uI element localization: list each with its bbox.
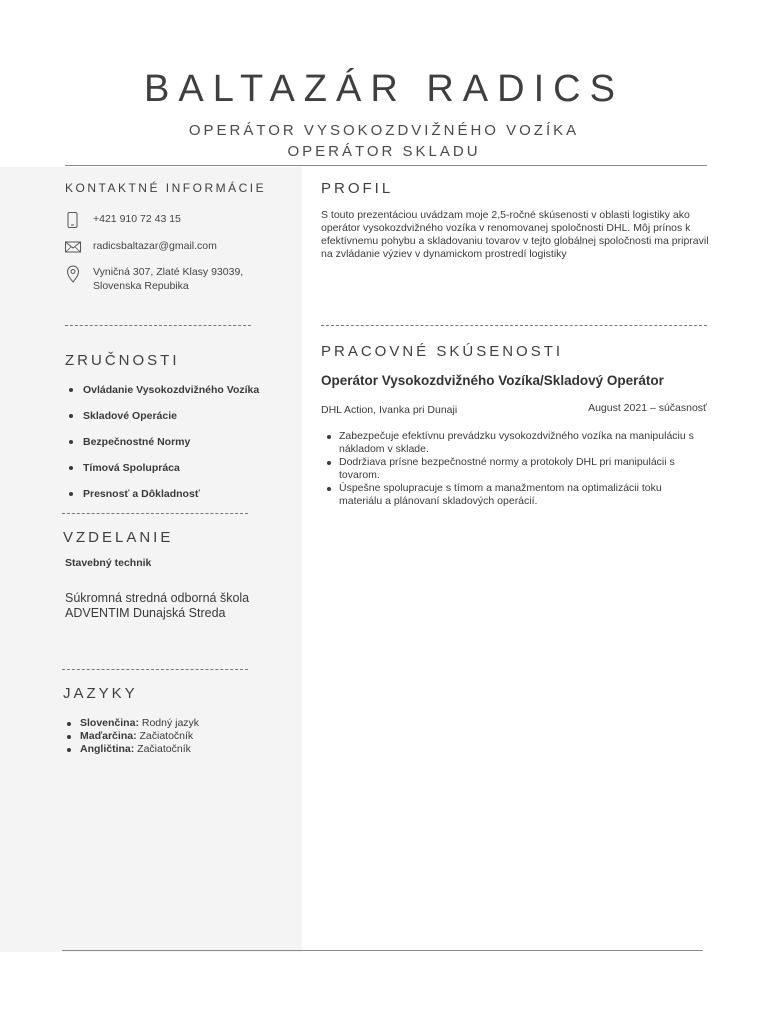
address-line-1: Vyničná 307, Zlaté Klasy 93039, [93, 266, 244, 278]
language-item [65, 743, 199, 756]
skills-section-title: ZRUČNOSTI [65, 352, 180, 369]
profile-divider [321, 325, 707, 326]
school-name-line-1: Súkromná stredná odborná škola [65, 591, 250, 605]
profile-section-title: PROFIL [321, 180, 394, 197]
phone-number[interactable]: +421 910 72 43 15 [93, 213, 181, 225]
education-divider [62, 669, 248, 670]
contact-divider [65, 325, 251, 326]
postal-address [93, 265, 243, 293]
language-level: Začiatočník [134, 743, 191, 755]
contact-phone-row [65, 212, 181, 228]
language-name: Maďarčina: [80, 730, 137, 742]
skill-item: Tímová Spolupráca [65, 462, 259, 488]
contact-section-title: KONTAKTNÉ INFORMÁCIE [65, 181, 267, 195]
skill-item: Skladové Operácie [65, 410, 259, 436]
contact-address-row [65, 265, 243, 293]
language-name: Slovenčina: [80, 717, 139, 729]
envelope-icon [65, 239, 81, 255]
header-divider [65, 165, 707, 166]
language-level: Začiatočník [136, 730, 194, 742]
contact-email-row [65, 239, 217, 255]
education-degree: Stavebný technik [65, 557, 152, 569]
footer-divider [62, 950, 703, 951]
profile-summary: S touto prezentáciou uvádzam moje 2,5-ročné skúsenosti v oblasti logistiky ako operátor vysokozdvižného vozíka v renomovanej spoločnosti DHL. Môj prínos k efektívnemu pohybu a skladovaniu tovarov v tejto globálnej spoločnosti ma pripravil na zvládanie výziev v dynamickom prostredí logistiky [321, 209, 709, 260]
job-dates: August 2021 – súčasnosť [588, 402, 707, 414]
skill-item: Bezpečnostné Normy [65, 436, 259, 462]
responsibility-item: Zabezpečuje efektívnu prevádzku vysokozdvižného vozíka na manipuláciu s nákladom v sklade. [325, 430, 705, 456]
language-item [65, 717, 199, 730]
job-position-title: Operátor Vysokozdvižného Vozíka/Skladový Operátor [321, 373, 664, 388]
job-title-line-1: OPERÁTOR VYSOKOZDVIŽNÉHO VOZÍKA [188, 122, 580, 139]
experience-section-title: PRACOVNÉ SKÚSENOSTI [321, 343, 564, 360]
languages-section-title: JAZYKY [63, 685, 138, 702]
language-name: Angličtina: [80, 743, 135, 755]
language-level: Rodný jazyk [138, 717, 200, 729]
skills-divider [62, 513, 248, 514]
responsibility-item: Dodržiava prísne bezpečnostné normy a protokoly DHL pri manipulácii s tovarom. [325, 456, 705, 482]
education-section-title: VZDELANIE [63, 529, 174, 546]
skill-item: Presnosť a Dôkladnosť [65, 488, 259, 514]
school-name-line-2: ADVENTIM Dunajská Streda [65, 606, 226, 620]
language-item [65, 730, 199, 743]
skill-item: Ovládanie Vysokozdvižného Vozíka [65, 384, 259, 410]
job-title-line-2: OPERÁTOR SKLADU [287, 143, 481, 160]
location-pin-icon [65, 265, 81, 281]
job-responsibilities [325, 430, 705, 508]
candidate-name: BALTAZÁR RADICS [144, 68, 624, 110]
job-company: DHL Action, Ivanka pri Dunaji [321, 404, 458, 416]
skills-list [65, 384, 259, 514]
responsibility-item: Úspešne spolupracuje s tímom a manažmentom na optimalizácii toku materiálu a plánovaní skladových operácií. [325, 482, 705, 508]
phone-icon [65, 212, 81, 228]
languages-list [65, 717, 199, 756]
email-address[interactable]: radicsbaltazar@gmail.com [93, 240, 217, 252]
address-line-2: Slovenska Repubika [93, 280, 189, 292]
education-school [65, 591, 249, 621]
